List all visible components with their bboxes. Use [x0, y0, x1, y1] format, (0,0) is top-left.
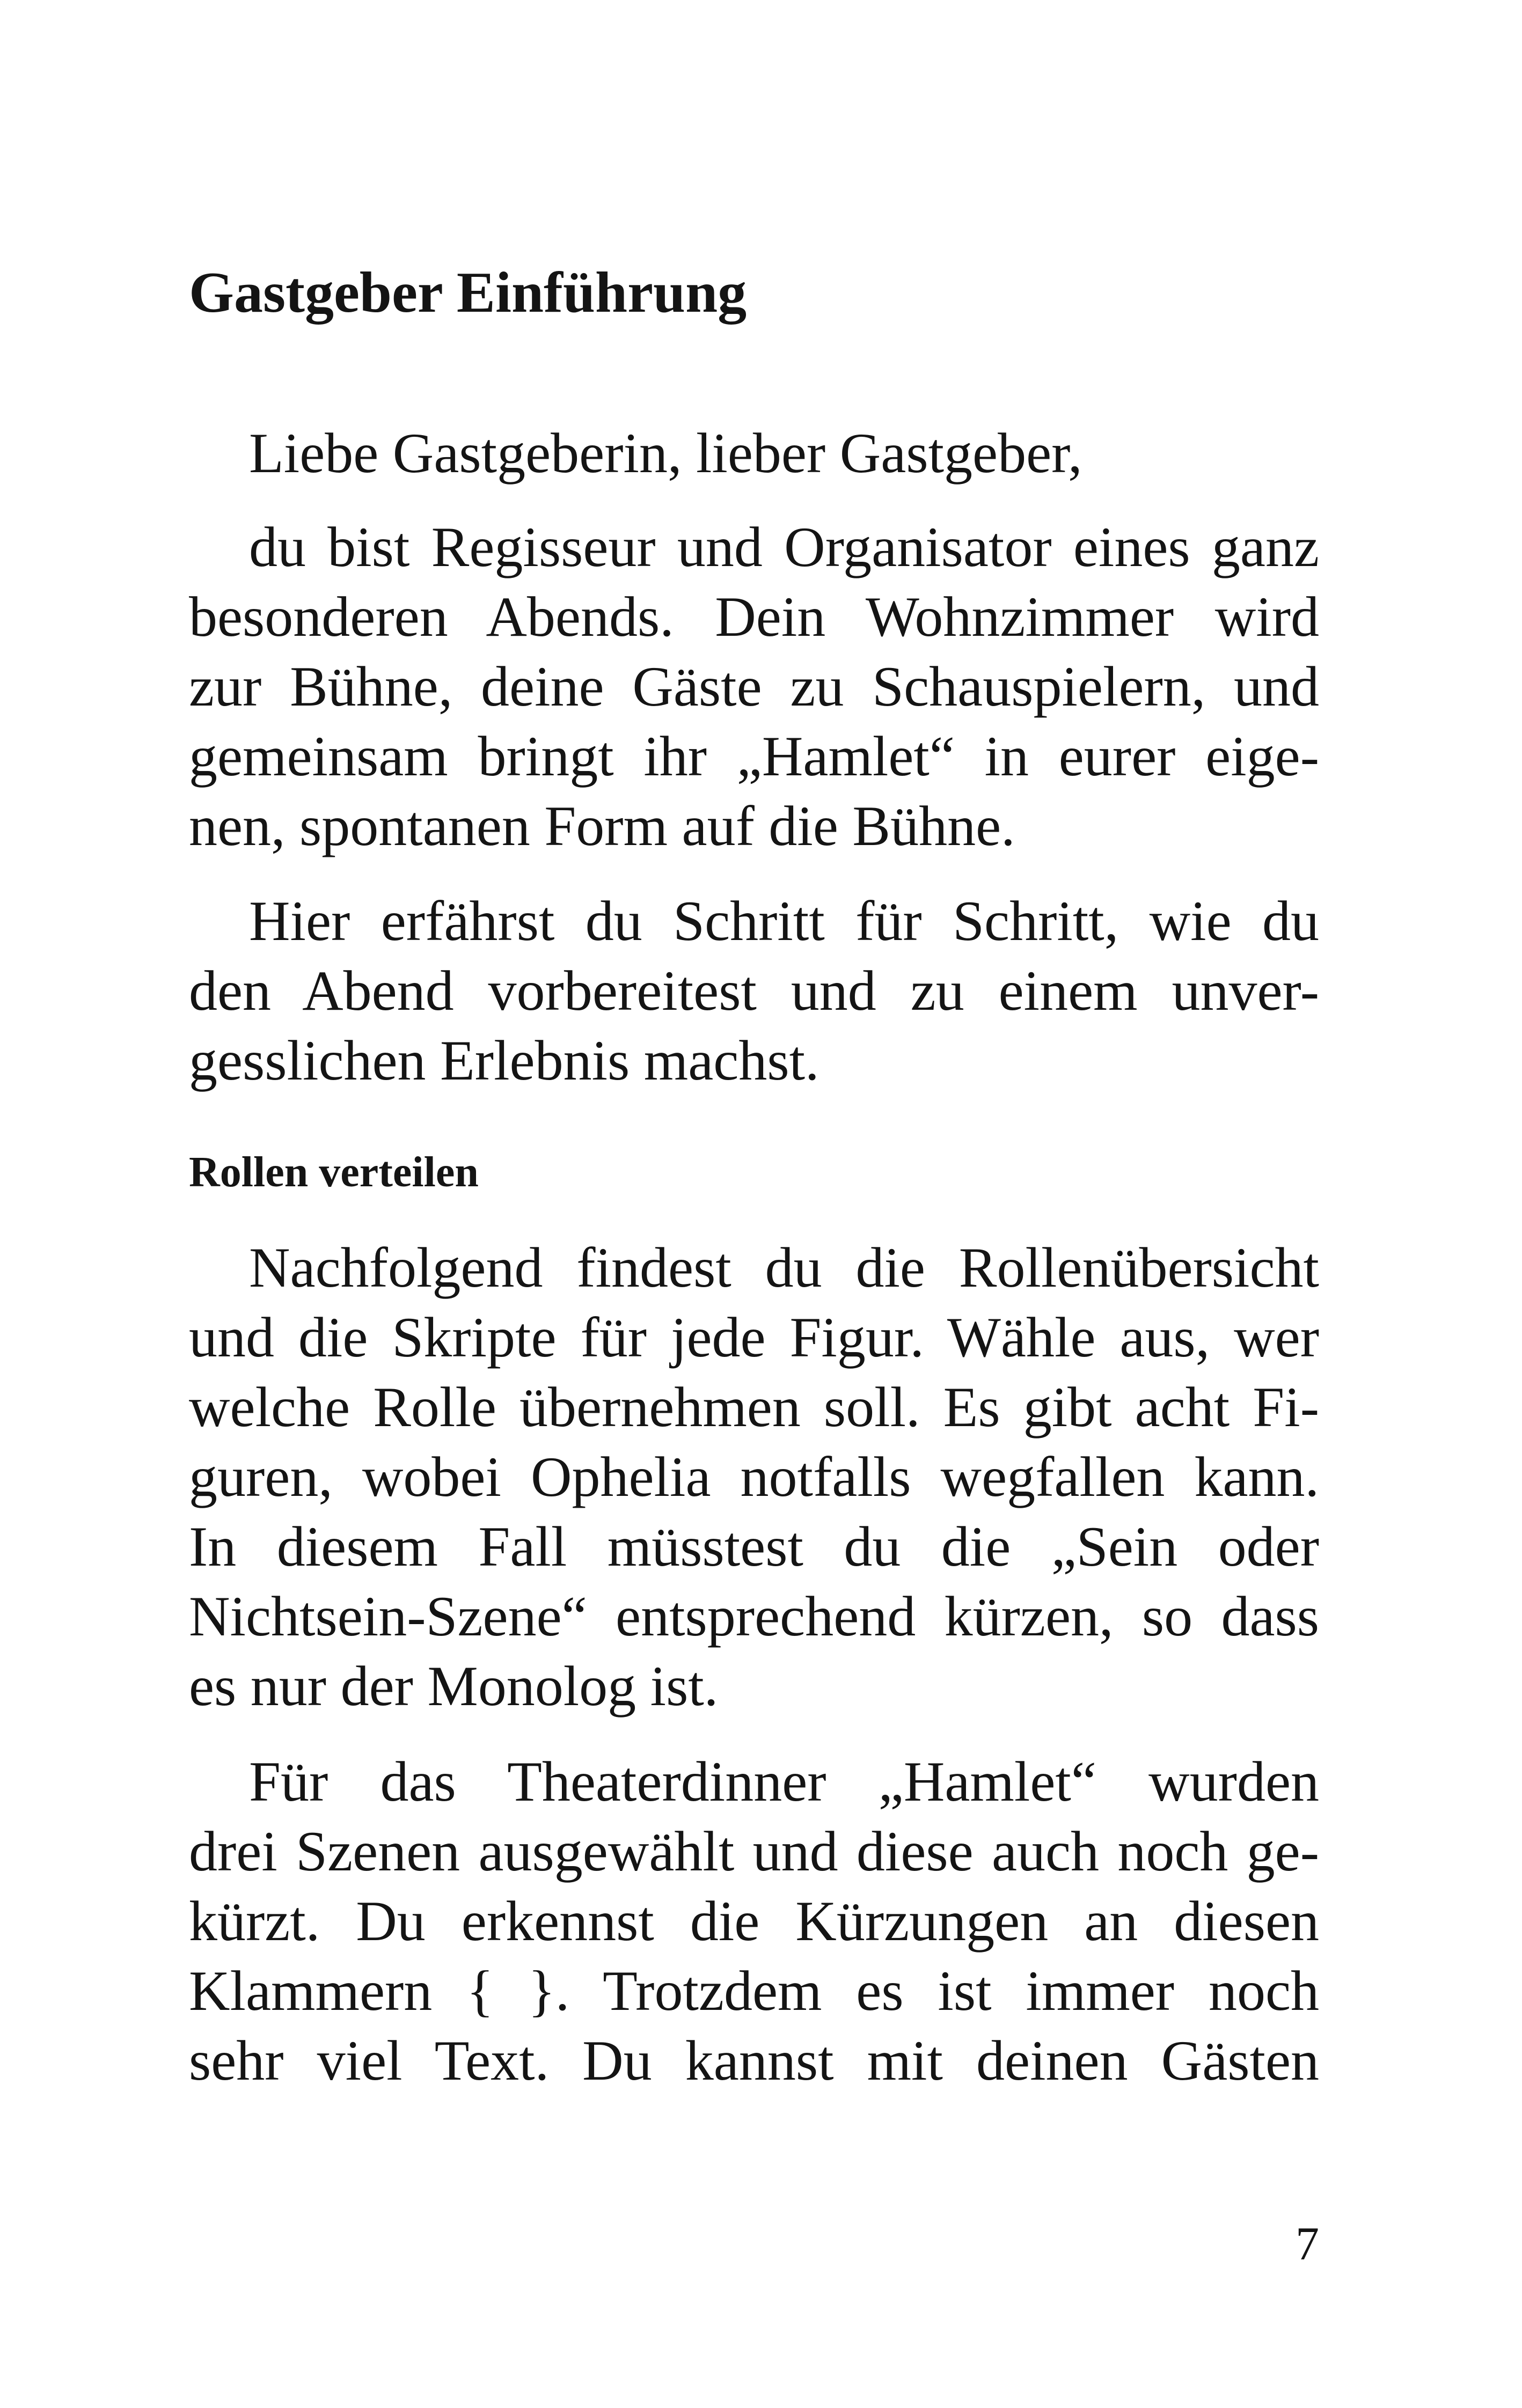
text-line: sehr viel Text. Du kannst mit deinen Gästen: [189, 2029, 1319, 2092]
text-line: Nichtsein-Szene“ entsprechend kürzen, so dass: [189, 1585, 1319, 1648]
text-line: Nachfolgend findest du die Rollenübersicht: [249, 1236, 1319, 1299]
text-line: In diesem Fall müsstest du die „Sein oder: [189, 1515, 1319, 1578]
text-line: gemeinsam bringt ihr „Hamlet“ in eurer eige-: [189, 725, 1319, 788]
page-number: 7: [1296, 2218, 1319, 2270]
section-heading: Gastgeber Einführung: [189, 261, 747, 325]
text-line: zur Bühne, deine Gäste zu Schauspielern, und: [189, 655, 1319, 718]
text-line: und die Skripte für jede Figur. Wähle aus, wer: [189, 1306, 1319, 1369]
text-line: es nur der Monolog ist.: [189, 1655, 719, 1717]
subsection-heading: Rollen verteilen: [189, 1149, 479, 1196]
text-line: du bist Regisseur und Organisator eines ganz: [249, 516, 1319, 578]
text-line: drei Szenen ausgewählt und diese auch noch ge-: [189, 1820, 1319, 1883]
text-line: nen, spontanen Form auf die Bühne.: [189, 795, 1015, 857]
text-line: welche Rolle übernehmen soll. Es gibt acht Fi-: [189, 1376, 1319, 1438]
text-line: kürzt. Du erkennst die Kürzungen an diesen: [189, 1890, 1319, 1952]
text-line: guren, wobei Ophelia notfalls wegfallen kann.: [189, 1445, 1319, 1508]
text-line: den Abend vorbereitest und zu einem unver-: [189, 959, 1319, 1022]
text-line: Liebe Gastgeberin, lieber Gastgeber,: [249, 422, 1082, 484]
text-line: besonderen Abends. Dein Wohnzimmer wird: [189, 585, 1319, 648]
text-line: Hier erfährst du Schritt für Schritt, wie du: [249, 890, 1319, 952]
text-line: Klammern { }. Trotzdem es ist immer noch: [189, 1959, 1319, 2022]
text-line: gesslichen Erlebnis machst.: [189, 1029, 819, 1092]
text-line: Für das Theaterdinner „Hamlet“ wurden: [249, 1750, 1319, 1813]
